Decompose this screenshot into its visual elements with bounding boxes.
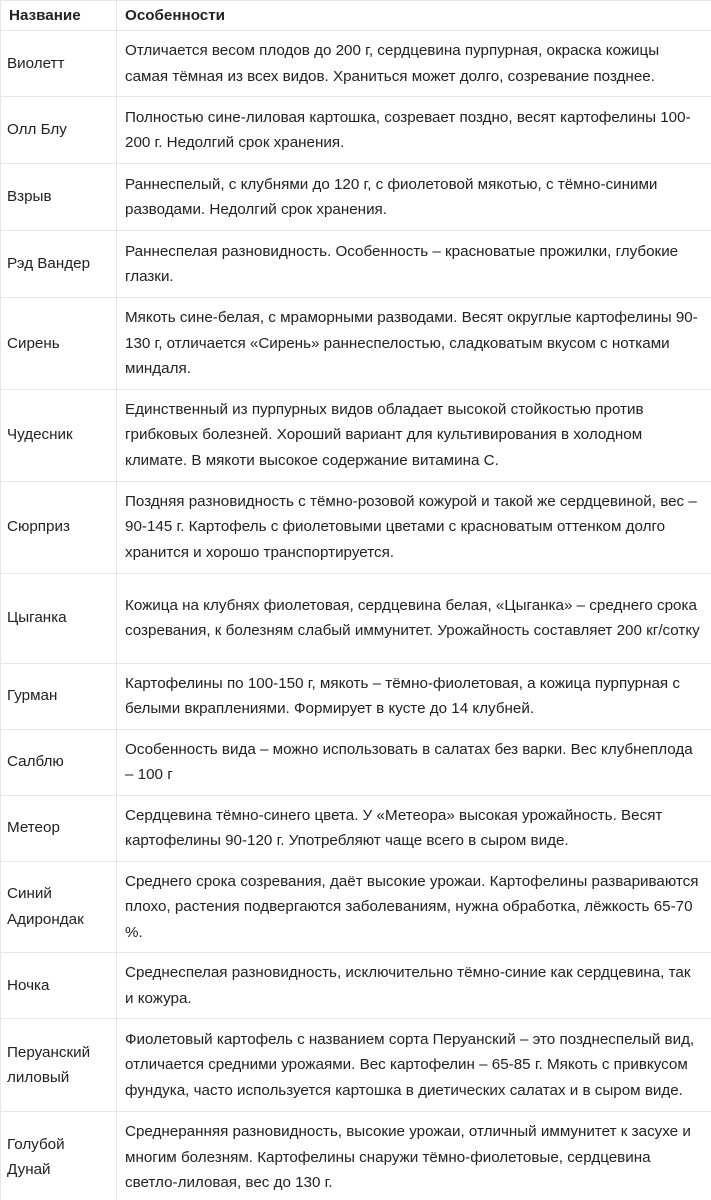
variety-name: Рэд Вандер xyxy=(1,231,117,298)
variety-description: Особенность вида – можно использовать в салатах без варки. Вес клубнеплода – 100 г xyxy=(117,729,711,795)
variety-name: Синий Адирондак xyxy=(1,861,117,953)
variety-description: Мякоть сине-белая, с мраморными разводами. Весят округлые картофелины 90-130 г, отличается «Сирень» раннеспелостью, сладковатым вкусом с нотками миндаля. xyxy=(117,298,711,390)
table-row xyxy=(1,389,711,481)
variety-description: Поздняя разновидность с тёмно-розовой кожурой и такой же сердцевиной, вес – 90-145 г. Картофель с фиолетовыми цветами с красноватым оттенком долго хранится и хорошо транспортируется. xyxy=(117,481,711,573)
variety-description: Фиолетовый картофель с названием сорта Перуанский – это позднеспелый вид, отличается средними урожаями. Вес картофелин – 65-85 г. Мякоть с привкусом фундука, часто используется картошка в диетических салатах и в сыром виде. xyxy=(117,1019,711,1112)
variety-name: Чудесник xyxy=(1,389,117,481)
variety-name: Метеор xyxy=(1,795,117,861)
table-row xyxy=(1,795,711,861)
table-row xyxy=(1,1112,711,1200)
variety-name: Сирень xyxy=(1,298,117,390)
table-row xyxy=(1,729,711,795)
variety-name: Виолетт xyxy=(1,31,117,97)
table-row xyxy=(1,953,711,1019)
variety-description: Картофелины по 100-150 г, мякоть – тёмно-фиолетовая, а кожица пурпурная с белыми вкраплениями. Формирует в кусте до 14 клубней. xyxy=(117,663,711,729)
table-row xyxy=(1,1019,711,1112)
variety-description: Среднего срока созревания, даёт высокие урожаи. Картофелины развариваются плохо, растения подвергаются заболеваниям, нужна обработка, лёжкость 65-70 %. xyxy=(117,861,711,953)
variety-name: Голубой Дунай xyxy=(1,1112,117,1200)
table-row xyxy=(1,481,711,573)
variety-name: Цыганка xyxy=(1,573,117,663)
table-row xyxy=(1,231,711,298)
variety-description: Отличается весом плодов до 200 г, сердцевина пурпурная, окраска кожицы самая тёмная из всех видов. Храниться может долго, созревание позднее. xyxy=(117,31,711,97)
variety-name: Перуанский лиловый xyxy=(1,1019,117,1112)
variety-name: Олл Блу xyxy=(1,97,117,164)
variety-name: Взрыв xyxy=(1,164,117,231)
variety-description: Раннеспелый, с клубнями до 120 г, с фиолетовой мякотью, с тёмно-синими разводами. Недолгий срок хранения. xyxy=(117,164,711,231)
table-row xyxy=(1,573,711,663)
variety-description: Среднеспелая разновидность, исключительно тёмно-синие как сердцевина, так и кожура. xyxy=(117,953,711,1019)
table-row xyxy=(1,861,711,953)
variety-name: Гурман xyxy=(1,663,117,729)
table-row xyxy=(1,663,711,729)
table-row xyxy=(1,31,711,97)
variety-description: Полностью сине-лиловая картошка, созревает поздно, весят картофелины 100-200 г. Недолгий срок хранения. xyxy=(117,97,711,164)
table-header-row xyxy=(1,1,711,31)
variety-name: Сюрприз xyxy=(1,481,117,573)
header-features: Особенности xyxy=(117,1,711,31)
variety-name: Ночка xyxy=(1,953,117,1019)
variety-description: Сердцевина тёмно-синего цвета. У «Метеора» высокая урожайность. Весят картофелины 90-120 г. Употребляют чаще всего в сыром виде. xyxy=(117,795,711,861)
variety-description: Раннеспелая разновидность. Особенность – красноватые прожилки, глубокие глазки. xyxy=(117,231,711,298)
header-name: Название xyxy=(1,1,117,31)
table-row xyxy=(1,164,711,231)
variety-description: Кожица на клубнях фиолетовая, сердцевина белая, «Цыганка» – среднего срока созревания, к болезням слабый иммунитет. Урожайность составляет 200 кг/сотку xyxy=(117,573,711,663)
table-row xyxy=(1,97,711,164)
table-row xyxy=(1,298,711,390)
variety-description: Среднеранняя разновидность, высокие урожаи, отличный иммунитет к засухе и многим болезням. Картофелины снаружи тёмно-фиолетовые, сердцевина светло-лиловая, вес до 130 г. xyxy=(117,1112,711,1200)
variety-name: Салблю xyxy=(1,729,117,795)
variety-description: Единственный из пурпурных видов обладает высокой стойкостью против грибковых болезней. Хороший вариант для культивирования в холодном климате. В мякоти высокое содержание витамина С. xyxy=(117,389,711,481)
